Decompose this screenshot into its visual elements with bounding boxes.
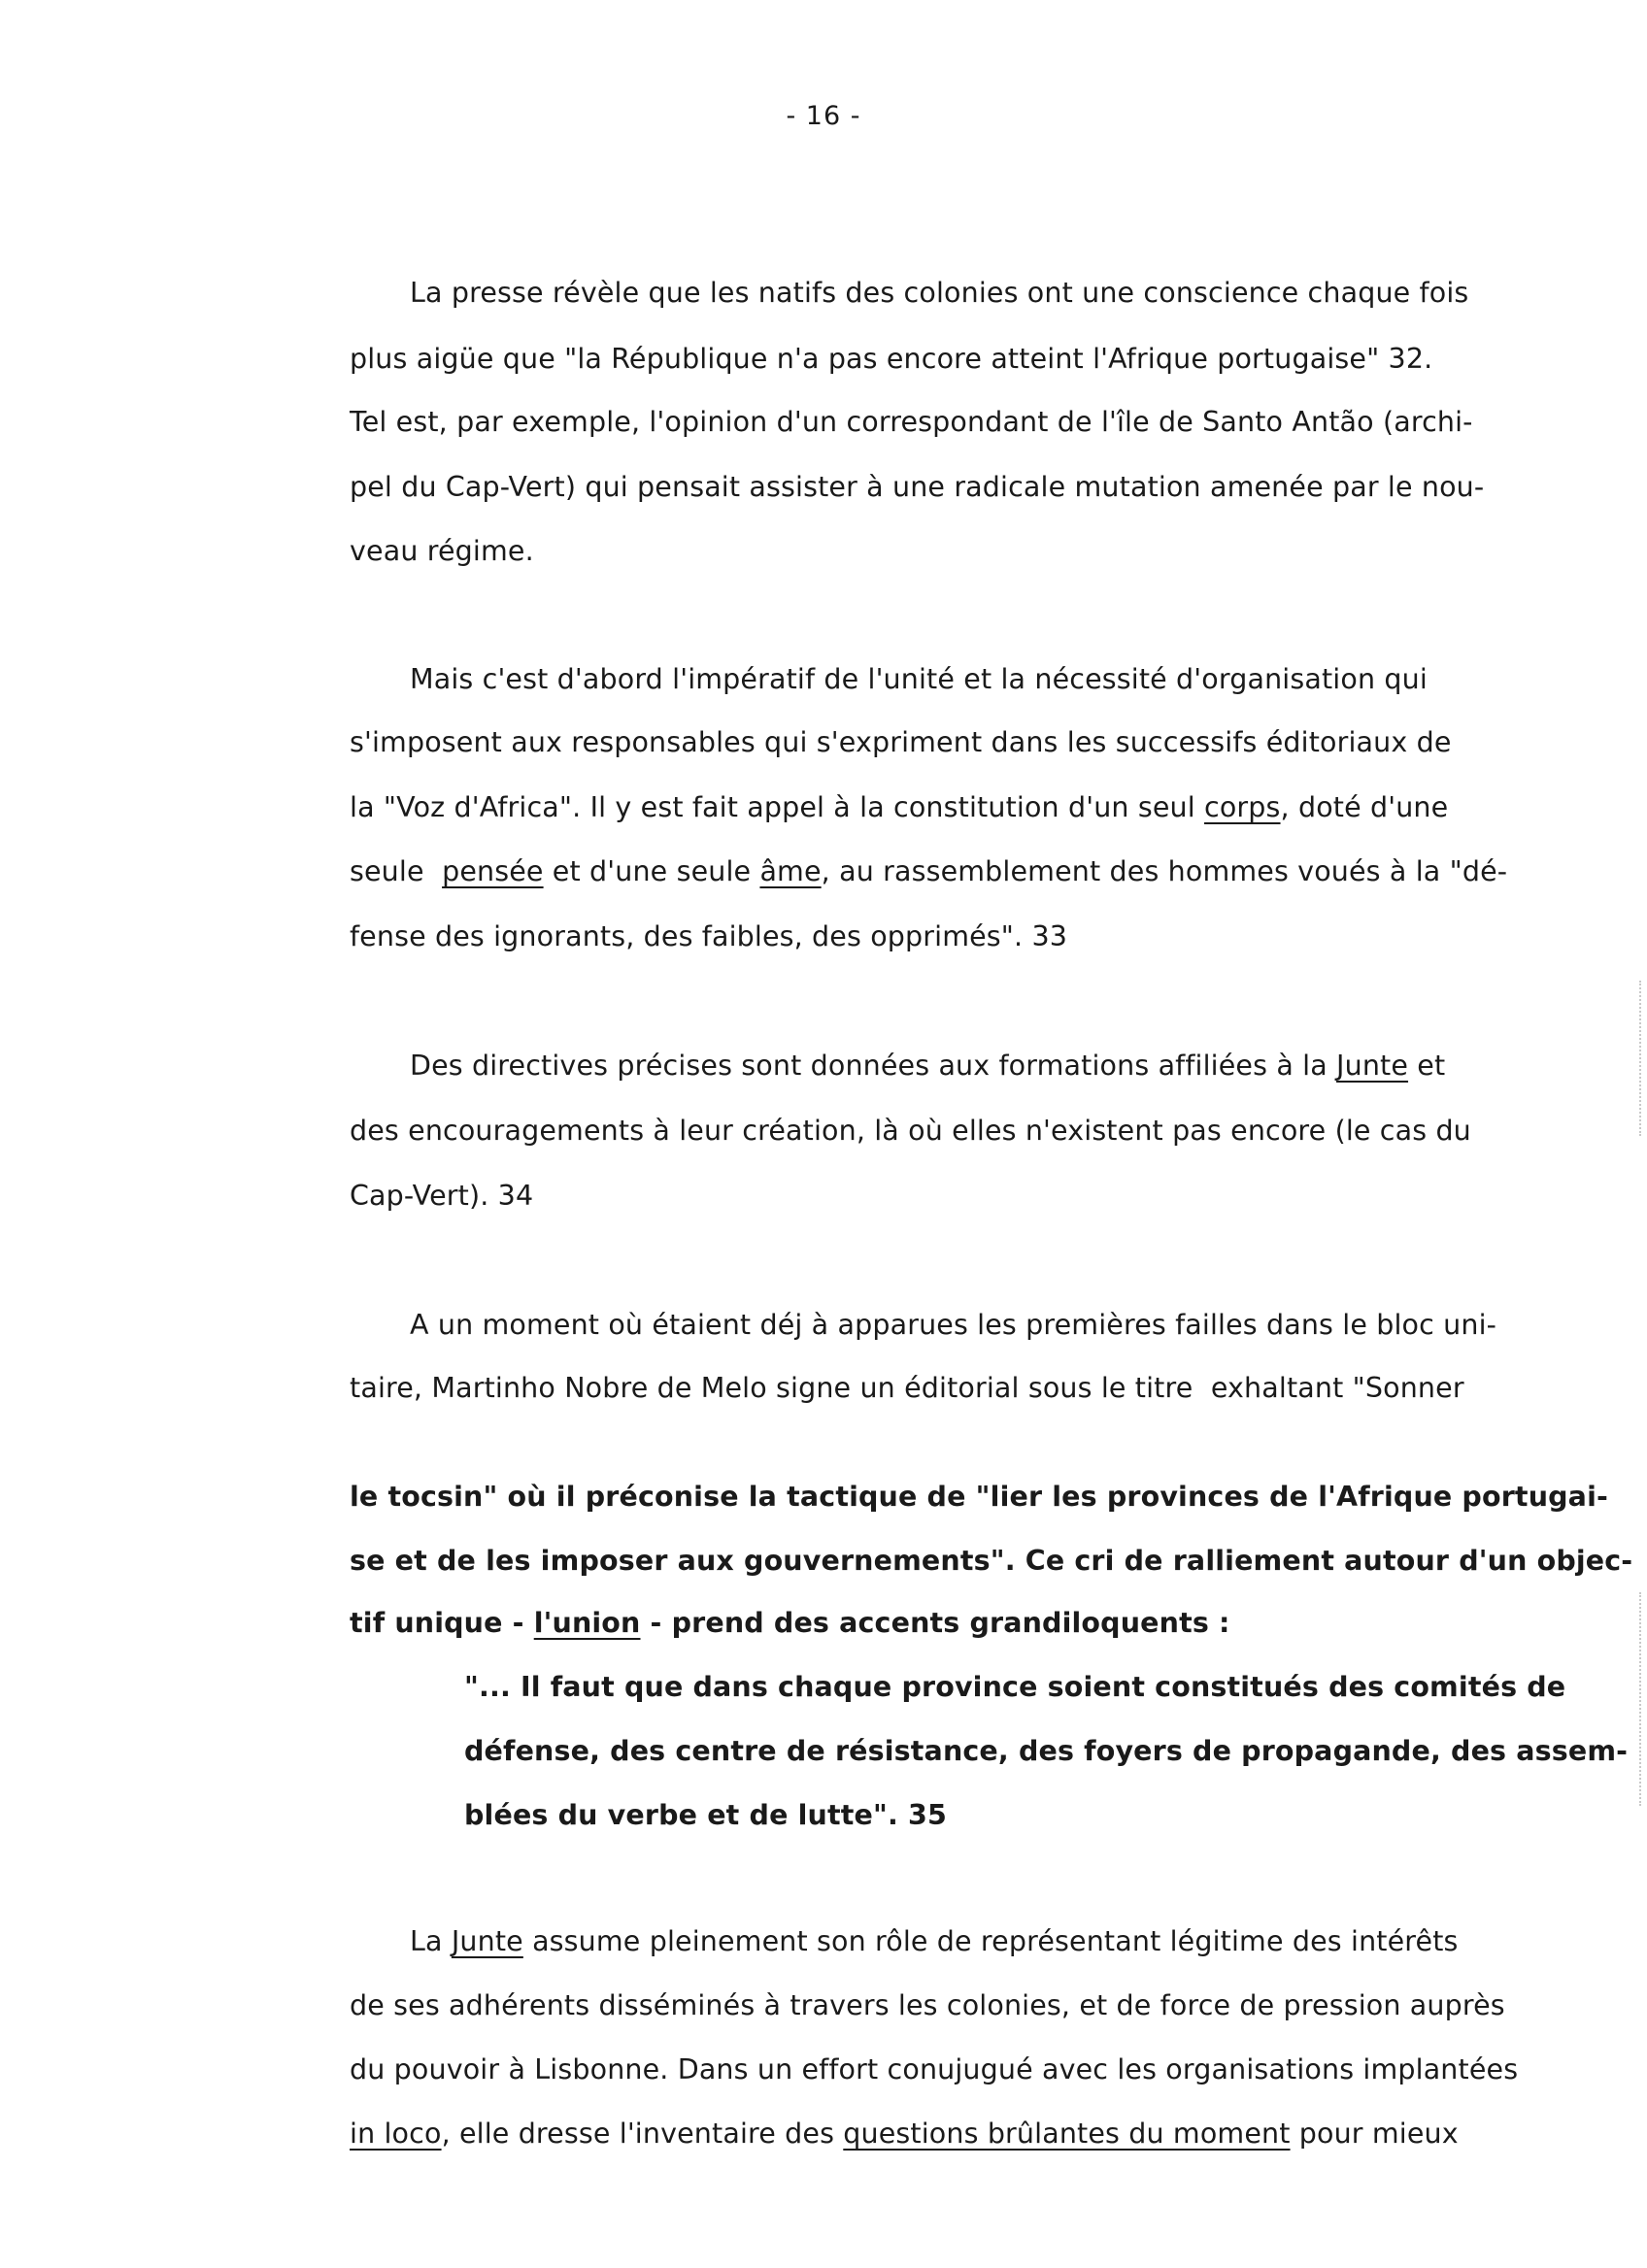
text-line (410, 274, 1468, 313)
text-line (350, 468, 1484, 507)
text-run: de ses adhérents disséminés à travers les colonies, et de force de pression auprès (350, 1989, 1505, 2021)
text-run: , au rassemblement des hommes voués à la "dé- (821, 855, 1508, 887)
text-run: pour mieux (1290, 2118, 1459, 2150)
text-run: et d'une seule (543, 855, 760, 887)
text-line (350, 1542, 1632, 1581)
text-line (464, 1732, 1628, 1771)
text-line (350, 852, 1507, 891)
underlined-text: l'union (533, 1607, 641, 1639)
underlined-text: questions brûlantes du moment (843, 2118, 1291, 2150)
text-line (350, 1478, 1608, 1517)
text-line (410, 1922, 1459, 1961)
text-run: pel du Cap-Vert) qui pensait assister à une radicale mutation amenée par le nou- (350, 471, 1485, 503)
text-run: Mais c'est d'abord l'impératif de l'unité et la nécessité d'organisation qui (410, 663, 1428, 695)
text-run: du pouvoir à Lisbonne. Dans un effort conujugué avec les organisations implantées (350, 2053, 1519, 2085)
text-line (350, 1604, 1230, 1643)
text-run: - prend des accents grandiloquents : (640, 1607, 1230, 1639)
text-run: veau régime. (350, 535, 534, 567)
text-run: seule (350, 855, 443, 887)
underlined-text: âme (759, 855, 822, 887)
text-run: la "Voz d'Africa". Il y est fait appel à la constitution d'un seul (350, 791, 1205, 823)
text-run: Des directives précises sont données aux formations affiliées à la (410, 1050, 1337, 1082)
text-line (464, 1796, 947, 1835)
text-run: défense, des centre de résistance, des foyers de propagande, des assem- (464, 1735, 1629, 1767)
text-run: tif unique - (350, 1607, 534, 1639)
text-run: taire, Martinho Nobre de Melo signe un éditorial sous le titre exhaltant "Sonner (350, 1372, 1464, 1404)
text-line (410, 1047, 1445, 1085)
text-run: , elle dresse l'inventaire des (441, 2118, 844, 2150)
text-line (350, 1369, 1464, 1408)
text-line (350, 1112, 1471, 1151)
text-line (350, 1986, 1505, 2025)
text-run: plus aigüe que "la République n'a pas encore atteint l'Afrique portugaise" 32. (350, 343, 1433, 375)
page-number: - 16 - (786, 101, 861, 131)
text-run: Tel est, par exemple, l'opinion d'un correspondant de l'île de Santo Antão (archi- (350, 406, 1473, 438)
text-run: La presse révèle que les natifs des colonies ont une conscience chaque fois (410, 277, 1469, 309)
margin-scan-marks (1639, 1592, 1643, 1806)
text-run: A un moment où étaient déj à apparues les premières failles dans le bloc uni- (410, 1309, 1497, 1341)
text-line (350, 917, 1067, 956)
underlined-text: corps (1204, 791, 1281, 823)
underlined-text: Junte (1336, 1050, 1409, 1082)
text-run: le tocsin" où il préconise la tactique de "lier les provinces de l'Afrique portugai- (350, 1481, 1608, 1513)
text-run: La (410, 1925, 452, 1957)
text-line (350, 340, 1432, 379)
text-run: et (1408, 1050, 1446, 1082)
text-run: "... Il faut que dans chaque province soient constitués des comités de (464, 1671, 1566, 1703)
underlined-text: in loco (350, 2118, 442, 2150)
text-line (350, 1177, 533, 1216)
text-line (464, 1668, 1565, 1707)
text-run: blées du verbe et de lutte". 35 (464, 1799, 948, 1831)
underlined-text: Junte (451, 1925, 523, 1957)
underlined-text: pensée (442, 855, 544, 887)
text-line (350, 532, 534, 571)
text-run: fense des ignorants, des faibles, des opprimés". 33 (350, 920, 1068, 952)
text-line (410, 660, 1428, 699)
text-line (350, 723, 1452, 762)
text-run: des encouragements à leur création, là où elles n'existent pas encore (le cas du (350, 1115, 1471, 1147)
text-run: s'imposent aux responsables qui s'expriment dans les successifs éditoriaux de (350, 726, 1452, 758)
text-run: se et de les imposer aux gouvernements". Ce cri de ralliement autour d'un objec- (350, 1545, 1633, 1577)
text-run: , doté d'une (1280, 791, 1449, 823)
text-line (350, 2115, 1459, 2153)
text-line (410, 1306, 1496, 1345)
text-line (350, 2051, 1518, 2089)
text-run: assume pleinement son rôle de représentant légitime des intérêts (522, 1925, 1459, 1957)
margin-scan-marks (1639, 981, 1643, 1136)
text-run: Cap-Vert). 34 (350, 1180, 534, 1212)
text-line (350, 788, 1448, 827)
text-line (350, 403, 1473, 442)
